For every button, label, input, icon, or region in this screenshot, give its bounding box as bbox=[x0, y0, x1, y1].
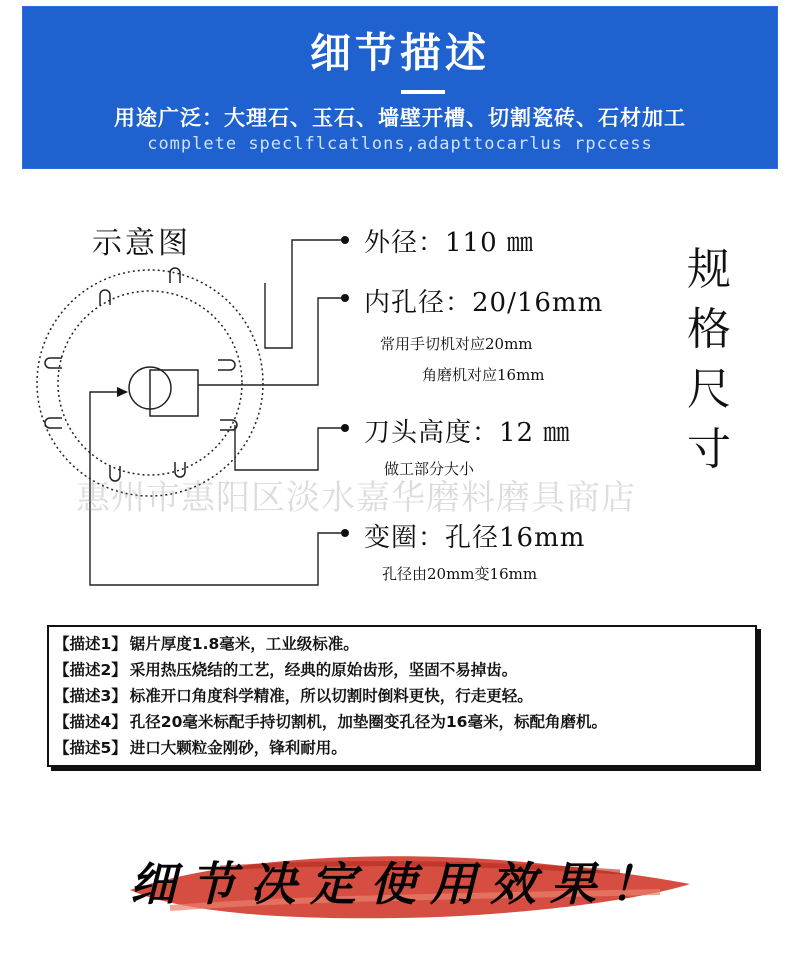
spec-note-working-part: 做工部分大小 bbox=[384, 460, 475, 478]
description-row bbox=[54, 736, 347, 758]
spec-note-angle-grinder: 角磨机对应16mm bbox=[422, 366, 545, 384]
spec-outer-diameter: 外径：110 ㎜ bbox=[364, 228, 534, 258]
vertical-char: 寸 bbox=[687, 424, 731, 475]
diagram-title: 示意图 bbox=[92, 226, 191, 261]
leader-lines bbox=[90, 240, 345, 585]
spec-size-vertical-title bbox=[684, 240, 734, 480]
header-banner bbox=[22, 6, 778, 169]
spec-segment-height: 刀头高度：12 ㎜ bbox=[364, 418, 571, 448]
english-subtitle: complete speclflcatlons,adapttocarlus rpccess bbox=[147, 134, 653, 154]
description-tag: 【描述3】 bbox=[54, 687, 127, 705]
description-tag: 【描述5】 bbox=[54, 739, 127, 757]
spec-note-ring-change: 孔径由20mm变16mm bbox=[382, 565, 538, 583]
vertical-char: 规 bbox=[687, 244, 731, 295]
description-text: 标准开口角度科学精准，所以切割时倒料更快，行走更轻。 bbox=[129, 687, 533, 705]
description-tag: 【描述2】 bbox=[54, 661, 127, 679]
description-text: 进口大颗粒金刚砂，锋利耐用。 bbox=[129, 739, 347, 757]
vertical-char: 格 bbox=[687, 304, 731, 355]
slogan: 细节决定使用效果！ bbox=[130, 857, 670, 911]
spec-bore-diameter: 内孔径：20/16mm bbox=[364, 288, 604, 318]
page-title: 细节描述 bbox=[310, 29, 490, 77]
spec-reducer-ring: 变圈：孔径16mm bbox=[364, 523, 586, 553]
shop-watermark: 惠州市惠阳区淡水嘉华磨料磨具商店 bbox=[76, 478, 636, 518]
description-box bbox=[47, 625, 757, 767]
title-divider bbox=[401, 90, 445, 94]
hub-block bbox=[150, 370, 198, 416]
description-text: 孔径20毫米标配手持切割机，加垫圈变孔径为16毫米，标配角磨机。 bbox=[129, 713, 607, 731]
description-tag: 【描述4】 bbox=[54, 713, 127, 731]
segment-slots bbox=[45, 268, 237, 481]
spec-note-hand-saw: 常用手切机对应20mm bbox=[380, 335, 533, 353]
description-row bbox=[54, 658, 517, 680]
usage-subtitle: 用途广泛：大理石、玉石、墙壁开槽、切割瓷砖、石材加工 bbox=[114, 106, 686, 130]
description-text: 锯片厚度1.8毫米，工业级标准。 bbox=[129, 635, 359, 653]
description-row bbox=[54, 684, 533, 706]
blade-outline bbox=[37, 268, 263, 496]
description-row bbox=[54, 710, 607, 732]
description-text: 采用热压烧结的工艺，经典的原始齿形，坚固不易掉齿。 bbox=[129, 661, 518, 679]
description-row bbox=[54, 632, 359, 654]
description-tag: 【描述1】 bbox=[54, 635, 127, 653]
vertical-char: 尺 bbox=[687, 364, 731, 415]
